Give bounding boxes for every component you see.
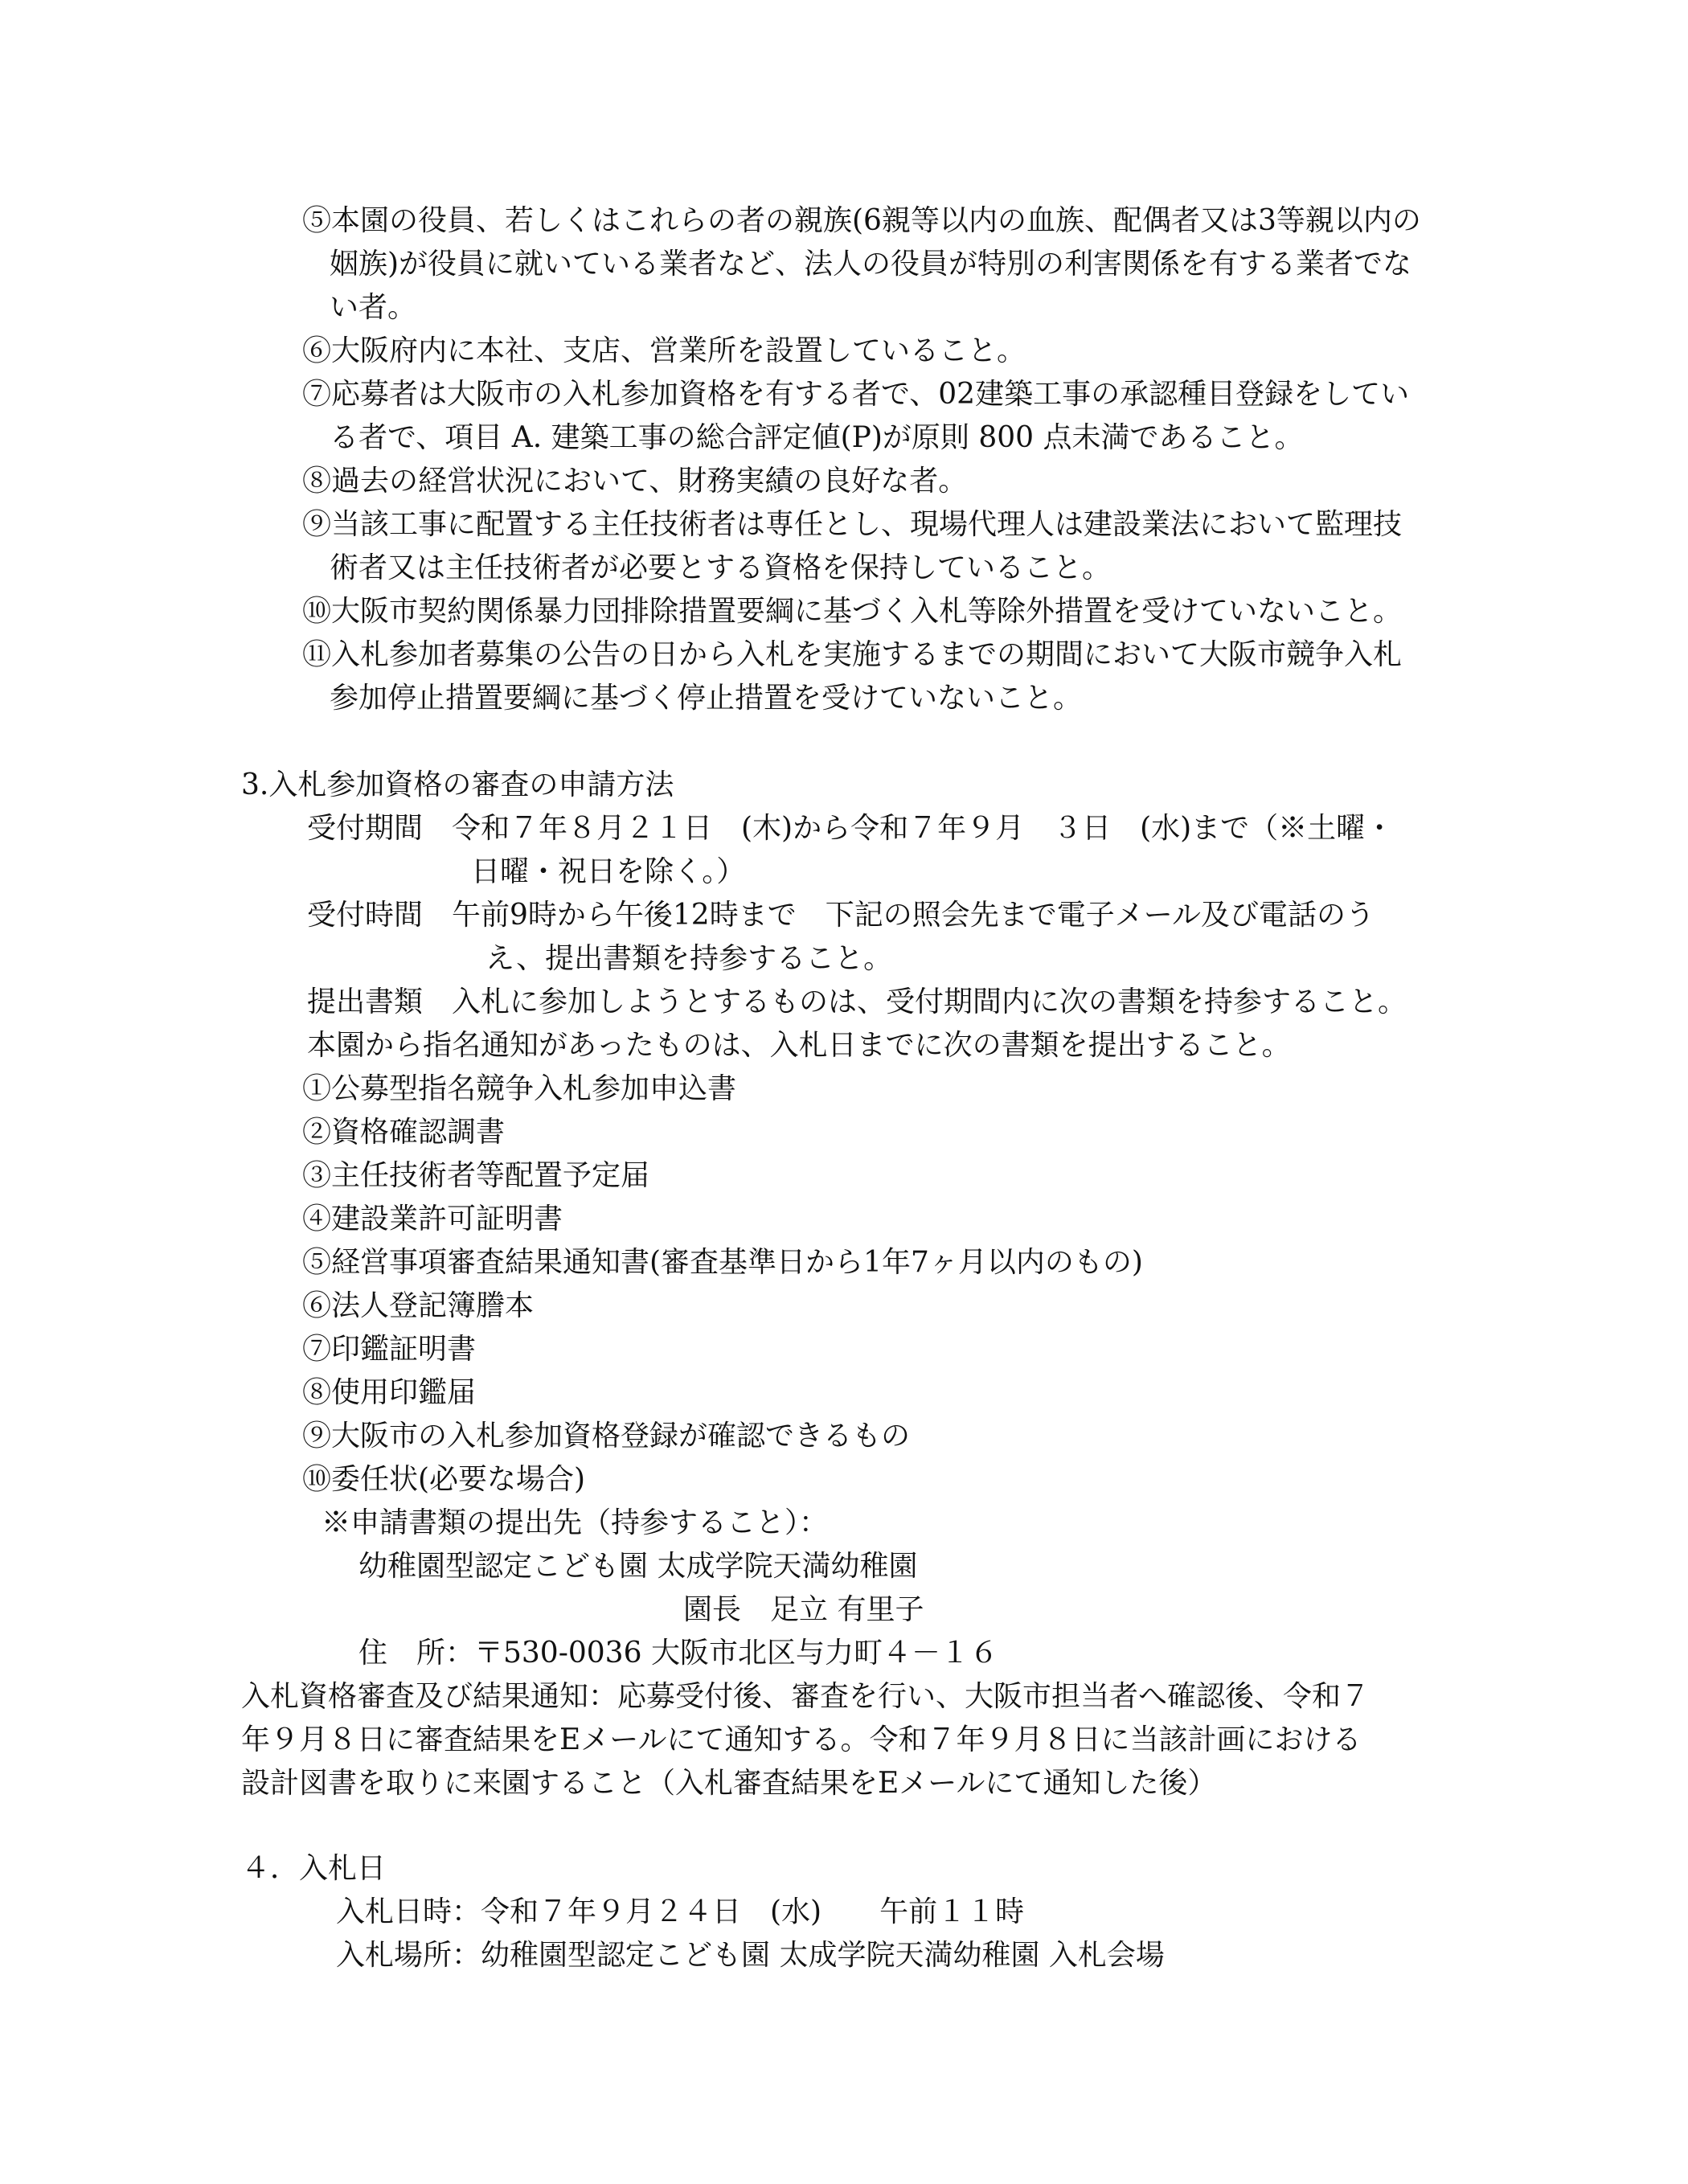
reception-time-cont: え、提出書類を持参すること。 [486,942,893,975]
screening-result-line-1: 入札資格審査及び結果通知：応募受付後、審査を行い、大阪市担当者へ確認後、令和７ [241,1680,1370,1713]
doc-item-5: ⑤経営事項審査結果通知書(審査基準日から1年7ヶ月以内のもの) [302,1246,1143,1279]
doc-item-3: ③主任技術者等配置予定届 [302,1159,650,1192]
submission-docs-intro: 提出書類 入札に参加しようとするものは、受付期間内に次の書類を持参すること。 [307,985,1407,1018]
qualification-item-5: ⑤本園の役員、若しくはこれらの者の親族(6親等以内の血族、配偶者又は3等親以内の [302,204,1421,237]
bid-place: 入札場所：幼稚園型認定こども園 太成学院天満幼稚園 入札会場 [336,1939,1165,1972]
section-3-heading: 3.入札参加資格の審査の申請方法 [241,768,674,801]
doc-item-8: ⑧使用印鑑届 [302,1376,477,1409]
screening-result-line-2: 年９月８日に審査結果をEメールにて通知する。令和７年９月８日に当該計画における [241,1723,1362,1756]
doc-item-4: ④建設業許可証明書 [302,1203,563,1235]
address: 住 所：〒530-0036 大阪市北区与力町４－１６ [358,1637,998,1670]
qualification-item-6: ⑥大阪府内に本社、支店、営業所を設置していること。 [302,334,1026,367]
screening-result-line-3: 設計図書を取りに来園すること（入札審査結果をEメールにて通知した後） [241,1767,1217,1800]
reception-time: 受付時間 午前9時から午後12時まで 下記の照会先まで電子メール及び電話のう [307,899,1375,932]
organization-name: 幼稚園型認定こども園 太成学院天満幼稚園 [358,1550,918,1583]
reception-period: 受付期間 令和７年８月２１日 (木)から令和７年９月 ３日 (水)まで（※土曜・ [307,812,1395,845]
qualification-item-7-cont-1: る者で、項目 A. 建築工事の総合評定値(P)が原則 800 点未満であること。 [330,421,1304,454]
reception-period-cont: 日曜・祝日を除く。） [471,855,746,888]
qualification-item-10: ⑩大阪市契約関係暴力団排除措置要綱に基づく入札等除外措置を受けていないこと。 [302,595,1403,628]
principal-name: 園長 足立 有里子 [683,1593,924,1626]
qualification-item-7: ⑦応募者は大阪市の入札参加資格を有する者で、02建築工事の承認種目登録をしてい [302,378,1410,411]
qualification-item-11: ⑪入札参加者募集の公告の日から入札を実施するまでの期間において大阪市競争入札 [302,638,1403,671]
qualification-item-5-cont-1: 姻族)が役員に就いている業者など、法人の役員が特別の利害関係を有する業者でな [330,248,1412,281]
submission-docs-note: 本園から指名通知があったものは、入札日までに次の書類を提出すること。 [307,1029,1291,1062]
qualification-item-11-cont-1: 参加停止措置要綱に基づく停止措置を受けていないこと。 [330,682,1083,715]
section-4-heading: ４．入札日 [241,1852,387,1885]
doc-item-7: ⑦印鑑証明書 [302,1333,477,1366]
submit-destination-label: ※申請書類の提出先（持参すること）： [322,1506,829,1539]
bid-datetime: 入札日時：令和７年９月２４日 (水) 午前１１時 [336,1895,1025,1928]
qualification-item-9: ⑨当該工事に配置する主任技術者は専任とし、現場代理人は建設業法において監理技 [302,508,1403,541]
doc-item-9: ⑨大阪市の入札参加資格登録が確認できるもの [302,1420,911,1453]
qualification-item-8: ⑧過去の経営状況において、財務実績の良好な者。 [302,465,968,498]
doc-item-1: ①公募型指名競争入札参加申込書 [302,1072,737,1105]
qualification-item-9-cont-1: 術者又は主任技術者が必要とする資格を保持していること。 [330,551,1112,584]
doc-item-6: ⑥法人登記簿謄本 [302,1289,535,1322]
doc-item-2: ②資格確認調書 [302,1116,506,1149]
doc-item-10: ⑩委任状(必要な場合) [302,1463,586,1496]
qualification-item-5-cont-2: い者。 [330,291,417,324]
